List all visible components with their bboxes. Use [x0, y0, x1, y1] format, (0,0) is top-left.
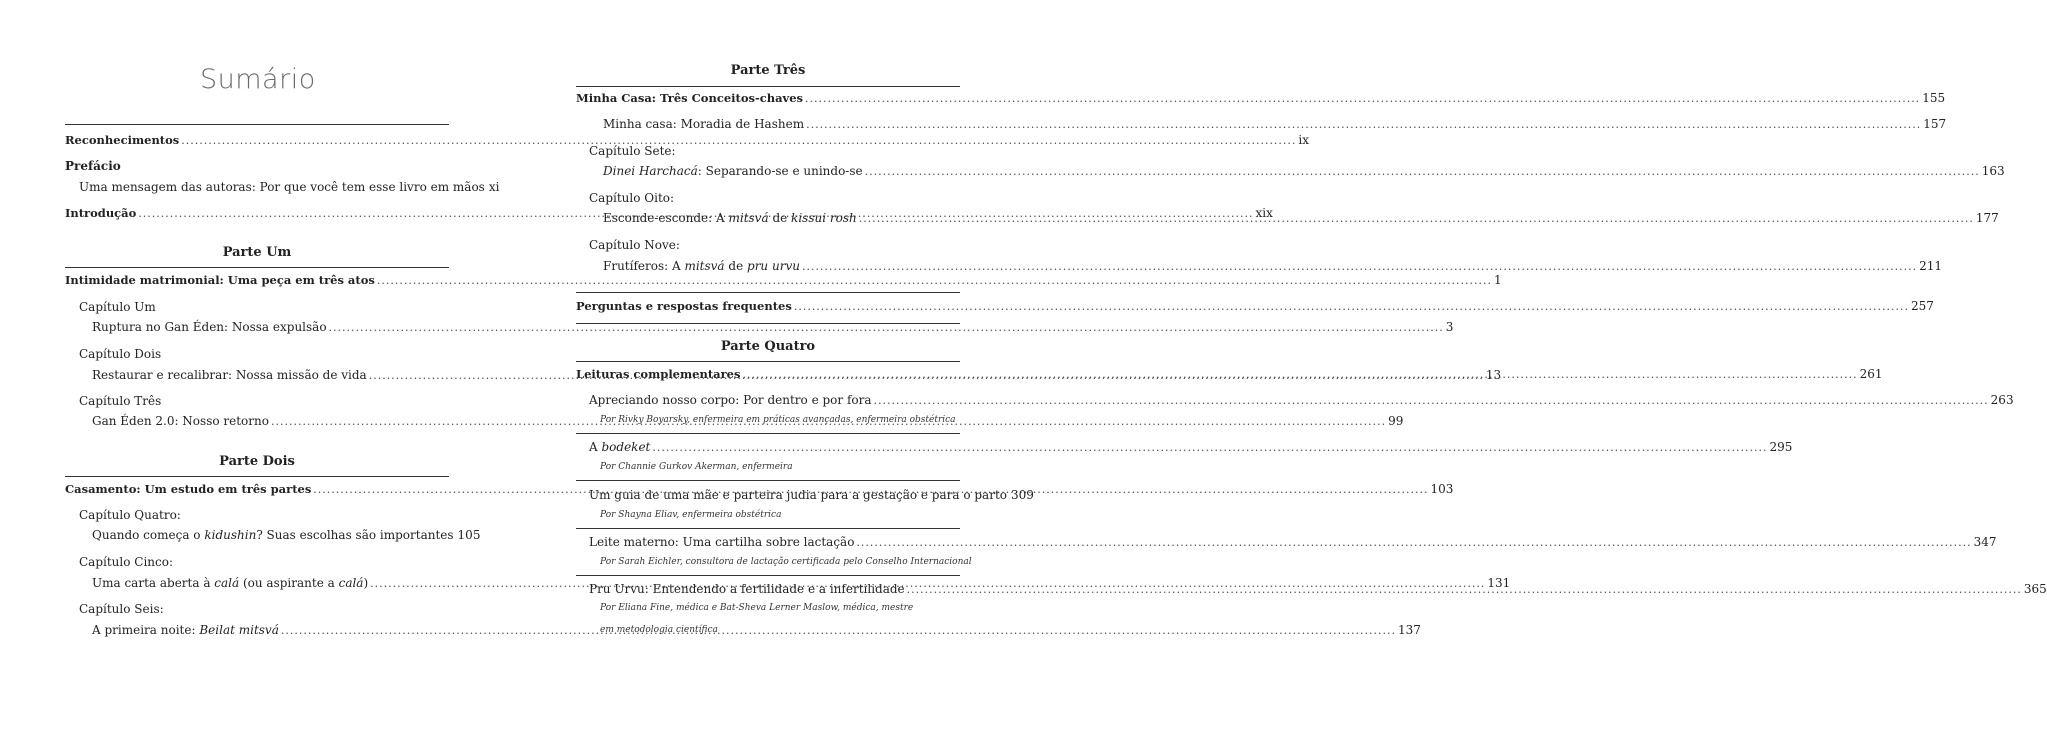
toc-entry-leite[interactable]: Leite materno: Uma cartilha sobre lactação ..... 347	[589, 535, 960, 549]
toc-entry-guia[interactable]: Um guia de uma mãe e parteira judia para a gestação e para o parto 309	[589, 488, 1034, 502]
toc-entry-restaurar[interactable]: Restaurar e recalibrar: Nossa missão de vida ..... 13	[92, 368, 448, 382]
chapter-label: Capítulo Seis:	[79, 602, 164, 616]
entry-rule	[576, 480, 960, 481]
part-rule	[576, 86, 960, 87]
title-rule	[65, 124, 449, 125]
toc-entry-dinei[interactable]: Dinei Harchacá: Separando-se e unindo-se ..... 163	[603, 164, 960, 178]
toc-entry-kidushin[interactable]: Quando começa o kidushin? Suas escolhas são importantes 105	[92, 528, 481, 542]
entry-rule	[576, 433, 960, 434]
part-rule	[65, 476, 449, 477]
toc-entry-carta[interactable]: Uma carta aberta à calá (ou aspirante a calá) ..... 131	[92, 576, 448, 590]
chapter-label: Capítulo Oito:	[589, 191, 675, 205]
chapter-label: Capítulo Três	[79, 394, 162, 408]
toc-entry-casamento[interactable]: Casamento: Um estudo em três partes ..... 103	[65, 482, 448, 496]
author-byline: Por Shayna Eliav, enfermeira obstétrica	[600, 510, 782, 520]
toc-entry-mensagem[interactable]: Uma mensagem das autoras: Por que você tem esse livro em mãos xi	[79, 180, 500, 194]
toc-entry-leituras[interactable]: Leituras complementares ..... 261	[576, 367, 960, 381]
toc-entry-apreciando[interactable]: Apreciando nosso corpo: Por dentro e por fora ..... 263	[589, 393, 960, 407]
author-byline: Por Rivky Boyarsky, enfermeira em práticas avançadas, enfermeira obstétrica	[600, 415, 956, 425]
toc-entry-perguntas[interactable]: Perguntas e respostas frequentes ..... 257	[576, 299, 960, 313]
toc-entry-pru-urvu[interactable]: Pru Urvu: Entendendo a fertilidade e a infertilidade ..... 365	[589, 582, 960, 596]
author-byline: Por Channie Gurkov Akerman, enfermeira	[600, 462, 793, 472]
part-rule	[576, 361, 960, 362]
chapter-label: Capítulo Quatro:	[79, 508, 181, 522]
toc-entry-moradia[interactable]: Minha casa: Moradia de Hashem ..... 157	[603, 117, 960, 131]
toc-entry-frutiferos[interactable]: Frutíferos: A mitsvá de pru urvu ..... 211	[603, 259, 960, 273]
author-byline: em metodologia científica	[600, 625, 718, 635]
toc-entry-prefacio[interactable]: Prefácio	[65, 159, 121, 173]
chapter-label: Capítulo Um	[79, 300, 156, 314]
author-byline: Por Sarah Eichler, consultora de lactação certificada pelo Conselho Internacional	[600, 557, 972, 567]
toc-entry-gan-eden[interactable]: Gan Éden 2.0: Nosso retorno ..... 99	[92, 414, 448, 428]
toc-entry-ruptura[interactable]: Ruptura no Gan Éden: Nossa expulsão ..... 3	[92, 320, 448, 334]
toc-entry-bodeket[interactable]: A bodeket ..... 295	[589, 440, 960, 454]
page-title: Sumário	[200, 64, 316, 95]
entry-rule	[576, 528, 960, 529]
toc-entry-esconde[interactable]: Esconde-esconde: A mitsvá de kissui rosh ..... 177	[603, 211, 960, 225]
section-rule	[576, 292, 960, 293]
part-heading-um: Parte Um	[222, 245, 292, 260]
toc-entry-reconhecimentos[interactable]: Reconhecimentos ..... ix	[65, 133, 448, 147]
chapter-label: Capítulo Dois	[79, 347, 162, 361]
section-rule	[576, 323, 960, 324]
toc-entry-minha-casa[interactable]: Minha Casa: Três Conceitos-chaves ..... 155	[576, 91, 960, 105]
part-heading-tres: Parte Três	[730, 63, 806, 78]
author-byline: Por Eliana Fine, médica e Bat-Sheva Lerner Maslow, médica, mestre	[600, 603, 914, 613]
chapter-label: Capítulo Cinco:	[79, 555, 174, 569]
toc-entry-intimidade[interactable]: Intimidade matrimonial: Uma peça em três atos ..... 1	[65, 273, 448, 287]
part-heading-dois: Parte Dois	[219, 454, 295, 469]
toc-entry-primeira-noite[interactable]: A primeira noite: Beilat mitsvá ..... 137	[92, 623, 448, 637]
chapter-label: Capítulo Sete:	[589, 144, 676, 158]
toc-entry-introducao[interactable]: Introdução ..... xix	[65, 206, 448, 220]
part-rule	[65, 267, 449, 268]
chapter-label: Capítulo Nove:	[589, 238, 680, 252]
entry-rule	[576, 575, 960, 576]
part-heading-quatro: Parte Quatro	[720, 339, 816, 354]
